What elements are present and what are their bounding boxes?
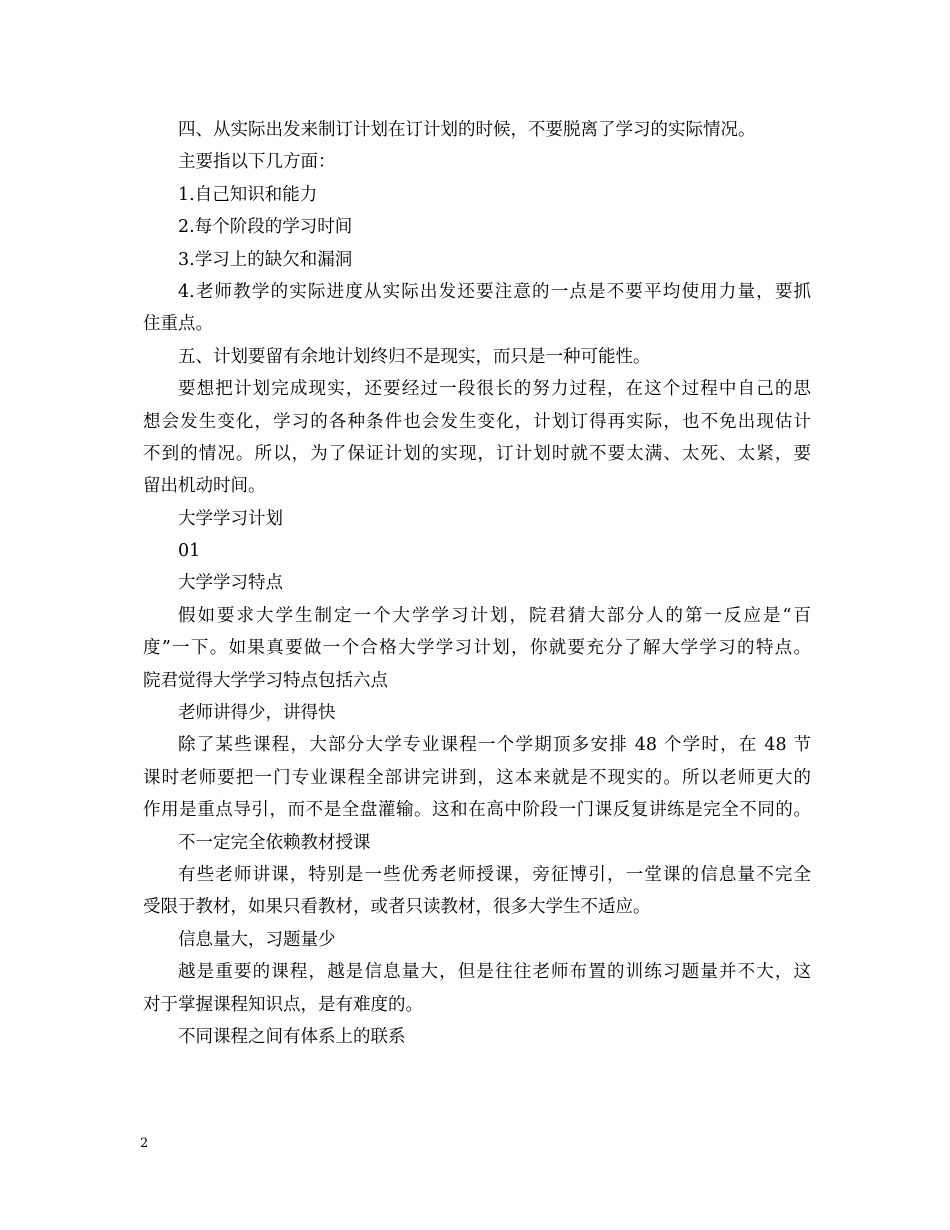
text-line: 3.学习上的缺欠和漏洞 — [178, 249, 353, 270]
text-line: 不到的情况。所以，为了保证计划的实现，订计划时就不要太满、太死、太紧，要 — [143, 443, 811, 464]
text-line: 假如要求大学生制定一个大学学习计划，院君猜大部分人的第一反应是“百 — [178, 605, 811, 626]
text-line: 大学学习计划 — [178, 508, 283, 529]
text-line: 不同课程之间有体系上的联系 — [178, 1026, 406, 1047]
text-line: 作用是重点导引，而不是全盘灌输。这和在高中阶段一门课反复讲练是完全不同的。 — [143, 800, 811, 821]
text-line: 信息量大，习题量少 — [178, 929, 336, 950]
text-line: 主要指以下几方面： — [178, 152, 336, 173]
text-line: 受限于教材，如果只看教材，或者只读教材，很多大学生不适应。 — [143, 897, 651, 918]
text-line: 有些老师讲课，特别是一些优秀老师授课，旁征博引，一堂课的信息量不完全 — [178, 864, 811, 885]
text-line: 留出机动时间。 — [143, 476, 266, 497]
text-line: 四、从实际出发来制订计划在订计划的时候，不要脱离了学习的实际情况。 — [178, 120, 756, 140]
text-line: 想会发生变化，学习的各种条件也会发生变化，计划订得再实际，也不免出现估计 — [143, 411, 811, 432]
text-line: 对于掌握课程知识点，是有难度的。 — [143, 994, 423, 1015]
text-line: 越是重要的课程，越是信息量大，但是往往老师布置的训练习题量并不大，这 — [178, 962, 811, 983]
text-line: 度”一下。如果真要做一个合格大学学习计划，你就要充分了解大学学习的特点。 — [143, 638, 811, 659]
text-line: 4.老师教学的实际进度从实际出发还要注意的一点是不要平均使用力量，要抓 — [178, 281, 811, 302]
text-line: 课时老师要把一门专业课程全部讲完讲到，这本来就是不现实的。所以老师更大的 — [143, 767, 811, 788]
text-line: 要想把计划完成现实，还要经过一段很长的努力过程，在这个过程中自己的思 — [178, 379, 811, 400]
text-line: 大学学习特点 — [178, 573, 283, 594]
text-line: 不一定完全依赖教材授课 — [178, 832, 371, 853]
text-line: 1.自己知识和能力 — [178, 184, 318, 205]
text-line: 01 — [178, 541, 201, 562]
text-line: 五、计划要留有余地计划终归不是现实，而只是一种可能性。 — [178, 346, 651, 367]
page-number: 2 — [140, 1136, 149, 1151]
text-line: 除了某些课程，大部分大学专业课程一个学期顶多安排 48 个学时，在 48 节 — [178, 735, 811, 756]
text-line: 院君觉得大学学习特点包括六点 — [143, 670, 388, 691]
text-line: 2.每个阶段的学习时间 — [178, 217, 353, 238]
text-line: 老师讲得少，讲得快 — [178, 703, 336, 724]
document-body — [143, 114, 811, 1053]
text-line: 住重点。 — [143, 314, 213, 335]
